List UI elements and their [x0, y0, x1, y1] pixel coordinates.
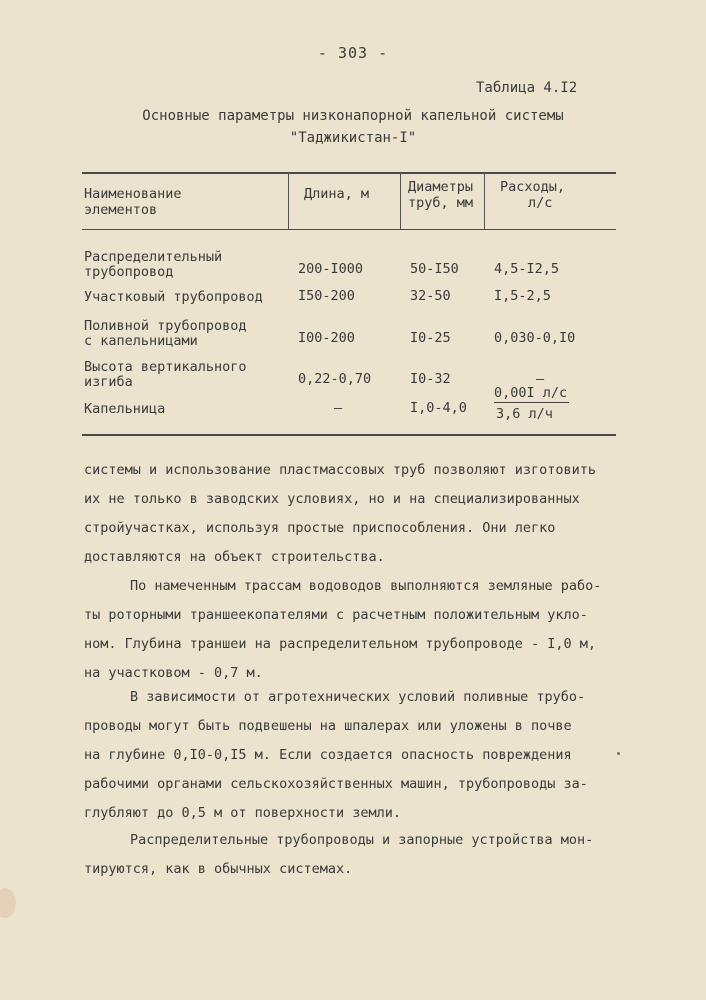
paragraph-3 [84, 683, 644, 828]
row-diameter: 50-I50 [410, 261, 459, 277]
row-name-line2: трубопровод [84, 264, 174, 280]
header-length: Длина, м [304, 186, 370, 202]
row-length: I00-200 [298, 330, 355, 346]
text-line: Распределительные трубопроводы и запорные устройства мон- [130, 832, 594, 848]
column-divider [288, 173, 289, 229]
text-line: системы и использование пластмассовых труб позволяют изготовить [84, 462, 597, 478]
text-line: По намеченным трассам водоводов выполняются земляные рабо- [130, 578, 602, 594]
table-number: Таблица 4.I2 [476, 80, 578, 96]
row-name-line1: Распределительный [84, 249, 223, 265]
row-name-line1: Высота вертикального [84, 359, 247, 375]
row-length: 0,22-0,70 [298, 371, 372, 387]
row-flow-top [494, 385, 569, 401]
text-line: ты роторными траншеекопателями с расчетным положительным укло- [84, 607, 588, 623]
column-divider [484, 173, 485, 229]
row-length: 200-I000 [298, 261, 364, 277]
header-name-line2: элементов [84, 202, 158, 218]
table-top-rule [82, 172, 616, 174]
page-number: - 303 - [317, 44, 389, 62]
header-flow-line2: л/с [528, 195, 553, 211]
text-line: на участковом - 0,7 м. [84, 665, 263, 681]
text-line: доставляются на объект строительства. [84, 549, 385, 565]
header-diameter-line2: труб, мм [408, 195, 474, 211]
text-line: на глубине 0,I0-0,I5 м. Если создается опасность повреждения [84, 747, 572, 763]
table-header-rule [82, 229, 616, 230]
table-bottom-rule [82, 434, 616, 436]
row-name-line1: Капельница [84, 401, 166, 417]
paragraph-2 [84, 572, 644, 688]
row-name-line2: с капельницами [84, 333, 198, 349]
text-line: тируются, как в обычных системах. [84, 861, 353, 877]
text-line: В зависимости от агротехнических условий поливные трубо- [130, 689, 586, 705]
row-flow-top-text: 0,00I л/с [494, 385, 568, 401]
paragraph-4 [84, 826, 644, 884]
header-name-line1: Наименование [84, 186, 182, 202]
text-line: ном. Глубина траншеи на распределительном трубопроводе - I,0 м, [84, 636, 597, 652]
table-caption-line1: Основные параметры низконапорной капельной системы [142, 108, 564, 124]
text-line: рабочими органами сельскохозяйственных машин, трубопроводы за- [84, 776, 588, 792]
row-diameter: I0-25 [410, 330, 451, 346]
row-diameter: 32-50 [410, 288, 451, 304]
row-flow-bottom: 3,6 л/ч [496, 406, 553, 422]
text-line: проводы могут быть подвешены на шпалерах или уложены в почве [84, 718, 572, 734]
paper-speck [617, 752, 620, 755]
row-diameter: I0-32 [410, 371, 451, 387]
text-line: стройучастках, используя простые приспособления. Они легко [84, 520, 556, 536]
row-length: – [334, 400, 343, 416]
row-name-line1: Поливной трубопровод [84, 318, 247, 334]
row-flow: – [536, 371, 545, 387]
row-flow: 0,030-0,I0 [494, 330, 576, 346]
header-diameter-line1: Диаметры [408, 179, 474, 195]
column-divider [400, 173, 401, 229]
row-name-line1: Участковый трубопровод [84, 289, 263, 305]
text-line: глубляют до 0,5 м от поверхности земли. [84, 805, 401, 821]
header-flow-line1: Расходы, [500, 179, 566, 195]
row-length: I50-200 [298, 288, 355, 304]
row-diameter: I,0-4,0 [410, 400, 467, 416]
row-name-line2: изгиба [84, 374, 133, 390]
table-caption-line2: "Таджикистан-I" [289, 130, 417, 146]
row-flow: I,5-2,5 [494, 288, 551, 304]
text-line: их не только в заводских условиях, но и на специализированных [84, 491, 580, 507]
row-flow: 4,5-I2,5 [494, 261, 560, 277]
paragraph-1 [84, 456, 644, 572]
paper-stain [0, 888, 16, 918]
